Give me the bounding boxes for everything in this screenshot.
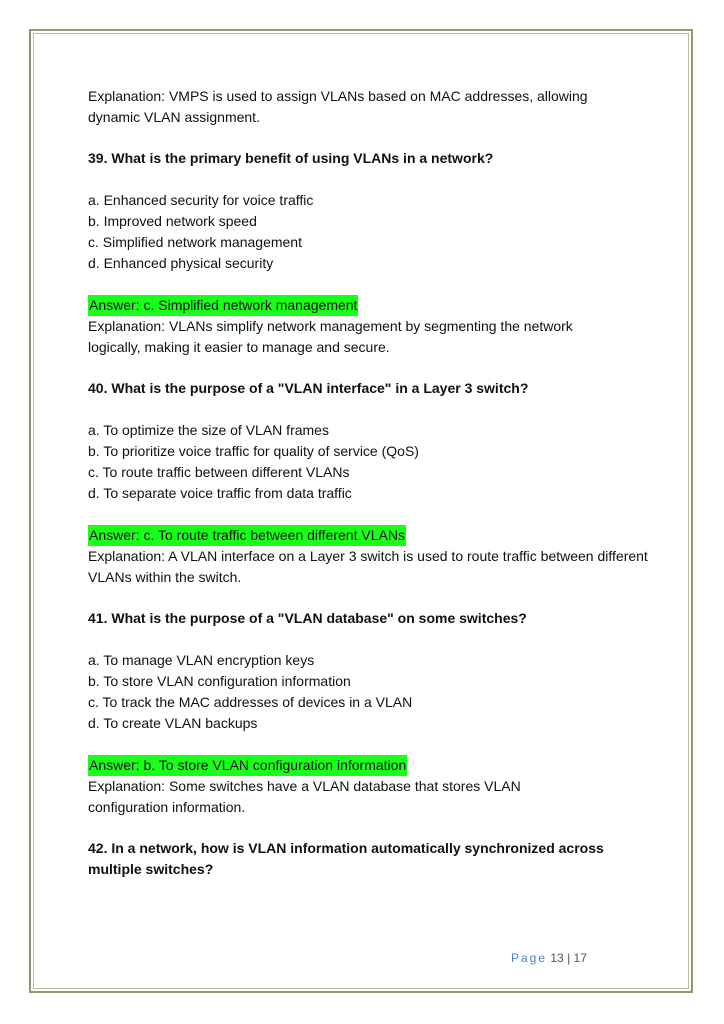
question-heading: 42. In a network, how is VLAN information automatically synchronized across multiple switches? [88, 840, 604, 877]
option-d: d. To create VLAN backups [88, 715, 258, 731]
option-c: c. To track the MAC addresses of devices in a VLAN [88, 694, 413, 710]
answer-highlight: Answer: c. To route traffic between different VLANs [88, 525, 406, 546]
options-list [88, 420, 648, 504]
page-separator: | [567, 951, 571, 965]
question-block-41 [88, 608, 648, 818]
question-heading: 41. What is the purpose of a "VLAN database" on some switches? [88, 610, 527, 626]
explanation-text: Explanation: Some switches have a VLAN database that stores VLAN configuration information. [88, 778, 521, 815]
answer-highlight: Answer: c. Simplified network management [88, 295, 358, 316]
question-block-39 [88, 148, 648, 358]
option-b: b. To prioritize voice traffic for quality of service (QoS) [88, 443, 419, 459]
question-heading: 40. What is the purpose of a "VLAN interface" in a Layer 3 switch? [88, 380, 529, 396]
option-d: d. Enhanced physical security [88, 255, 274, 271]
options-list [88, 650, 648, 734]
option-b: b. To store VLAN configuration information [88, 673, 351, 689]
question-block-40 [88, 378, 648, 588]
total-pages: 17 [573, 951, 587, 965]
page-content [88, 86, 648, 901]
page-label: Page [511, 951, 548, 965]
option-a: a. To manage VLAN encryption keys [88, 652, 315, 668]
option-c: c. To route traffic between different VLANs [88, 464, 350, 480]
option-d: d. To separate voice traffic from data traffic [88, 485, 352, 501]
answer-highlight: Answer: b. To store VLAN configuration information [88, 755, 407, 776]
option-a: a. Enhanced security for voice traffic [88, 192, 314, 208]
question-block-42 [88, 838, 648, 880]
option-c: c. Simplified network management [88, 234, 302, 250]
explanation-text: Explanation: A VLAN interface on a Layer 3 switch is used to route traffic between different VLANs within the switch. [88, 548, 648, 585]
page-footer [511, 951, 587, 965]
option-b: b. Improved network speed [88, 213, 257, 229]
explanation-text: Explanation: VLANs simplify network management by segmenting the network logically, making it easier to manage and secure. [88, 318, 573, 355]
options-list [88, 190, 648, 274]
question-heading: 39. What is the primary benefit of using VLANs in a network? [88, 150, 494, 166]
page-number: 13 [550, 951, 564, 965]
explanation-text: Explanation: VMPS is used to assign VLANs based on MAC addresses, allowing dynamic VLAN assignment. [88, 88, 588, 125]
option-a: a. To optimize the size of VLAN frames [88, 422, 329, 438]
